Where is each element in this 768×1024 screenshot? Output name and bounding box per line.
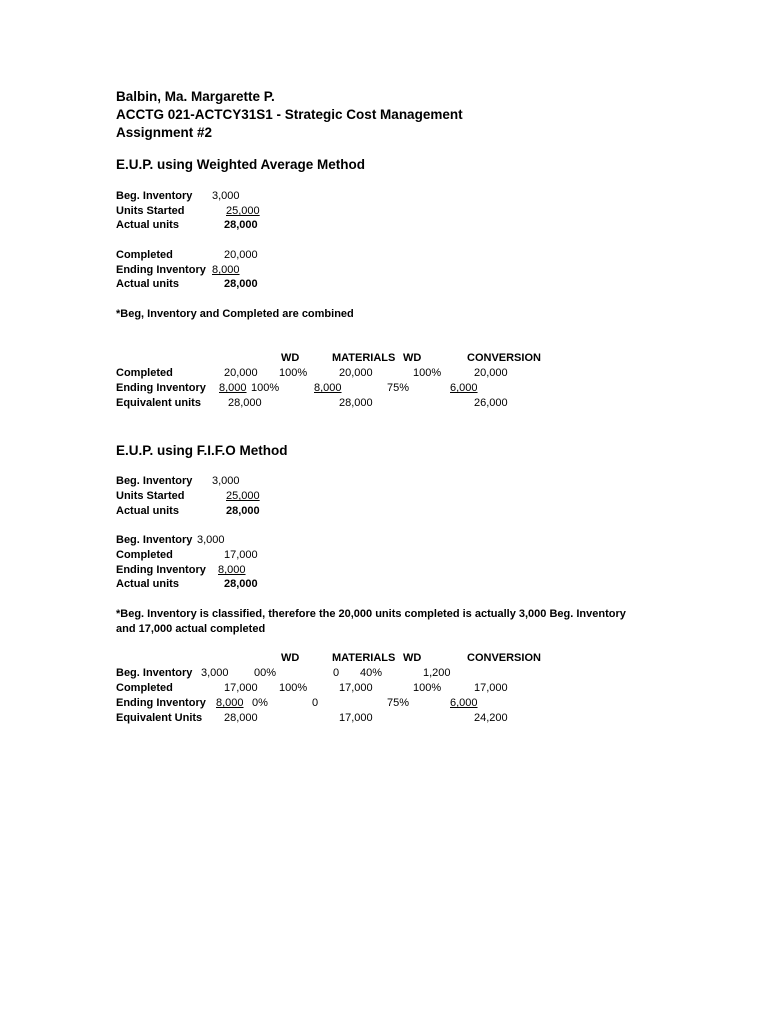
fifo-note-line1: *Beg. Inventory is classified, therefore the 20,000 units completed is actually 3,000 Beg. Inventory — [116, 608, 626, 620]
wa-beg-label: Beg. Inventory — [116, 190, 193, 202]
wa-row-completed-materials: 20,000 — [339, 367, 373, 379]
wa-row-completed-wd2: 100% — [413, 367, 442, 379]
fifo-row-equivalent-units: 28,000 — [224, 712, 258, 724]
fifo-row-ending-conversion: 6,000 — [450, 697, 478, 709]
wa-row-ending-materials: 8,000 — [314, 382, 342, 394]
wa-ending-value: 8,000 — [212, 264, 240, 276]
fifo-row-beg-label: Beg. Inventory — [116, 667, 193, 679]
fifo-row-equivalent-materials: 17,000 — [339, 712, 373, 724]
assignment-title: Assignment #2 — [116, 125, 213, 140]
fifo-section-title: E.U.P. using F.I.F.O Method — [116, 443, 288, 458]
fifo-header-conversion: CONVERSION — [467, 652, 541, 664]
fifo-actual-label: Actual units — [116, 505, 179, 517]
wa-row-equivalent-label: Equivalent units — [116, 397, 201, 409]
wa-row-completed-wd1: 100% — [279, 367, 308, 379]
wa-note: *Beg, Inventory and Completed are combined — [116, 308, 354, 320]
wa-header-wd2: WD — [403, 352, 422, 364]
wa-header-materials: MATERIALS — [332, 352, 396, 364]
fifo-completed-value: 17,000 — [224, 549, 258, 561]
wa-row-ending-wd2: 75% — [387, 382, 410, 394]
wa-row-completed-conversion: 20,000 — [474, 367, 508, 379]
wa-beg-value: 3,000 — [212, 190, 240, 202]
weighted-section-title: E.U.P. using Weighted Average Method — [116, 157, 366, 172]
wa-row-completed-units: 20,000 — [224, 367, 258, 379]
fifo-row-completed-materials: 17,000 — [339, 682, 373, 694]
wa-started-label: Units Started — [116, 205, 185, 217]
course-title: ACCTG 021-ACTCY31S1 - Strategic Cost Management — [116, 107, 463, 122]
fifo-acc-actual-value: 28,000 — [224, 578, 258, 590]
fifo-beg-value: 3,000 — [212, 475, 240, 487]
fifo-row-completed-label: Completed — [116, 682, 173, 694]
fifo-row-completed-units: 17,000 — [224, 682, 258, 694]
fifo-row-equivalent-label: Equivalent Units — [116, 712, 203, 724]
fifo-row-completed-wd1: 100% — [279, 682, 308, 694]
fifo-row-ending-label: Ending Inventory — [116, 697, 206, 709]
fifo-actual-value: 28,000 — [226, 505, 260, 517]
fifo-row-beg-conversion: 1,200 — [423, 667, 451, 679]
fifo-row-ending-materials: 0 — [312, 697, 319, 709]
fifo-row-ending-wd2: 75% — [387, 697, 410, 709]
wa-completed-value: 20,000 — [224, 249, 258, 261]
wa-actual-label: Actual units — [116, 219, 179, 231]
wa-ending-label: Ending Inventory — [116, 264, 206, 276]
fifo-acc-actual-label: Actual units — [116, 578, 179, 590]
fifo-beg-label: Beg. Inventory — [116, 475, 193, 487]
wa-accounted-actual-value: 28,000 — [224, 278, 258, 290]
fifo-completed-label: Completed — [116, 549, 173, 561]
wa-row-equivalent-units: 28,000 — [228, 397, 262, 409]
wa-header-wd1: WD — [281, 352, 300, 364]
student-name: Balbin, Ma. Margarette P. — [116, 89, 275, 104]
wa-row-ending-label: Ending Inventory — [116, 382, 206, 394]
fifo-row-completed-conversion: 17,000 — [474, 682, 508, 694]
wa-header-conversion: CONVERSION — [467, 352, 541, 364]
fifo-header-wd2: WD — [403, 652, 422, 664]
wa-row-equivalent-materials: 28,000 — [339, 397, 373, 409]
fifo-row-ending-units: 8,000 — [216, 697, 244, 709]
fifo-started-label: Units Started — [116, 490, 185, 502]
fifo-note-line2: and 17,000 actual completed — [116, 623, 266, 635]
fifo-row-beg-materials: 0 — [333, 667, 340, 679]
fifo-started-value: 25,000 — [226, 490, 260, 502]
wa-row-ending-conversion: 6,000 — [450, 382, 478, 394]
fifo-ending-value: 8,000 — [218, 564, 246, 576]
fifo-ending-label: Ending Inventory — [116, 564, 206, 576]
wa-completed-label: Completed — [116, 249, 173, 261]
fifo-header-wd1: WD — [281, 652, 300, 664]
fifo-acc-beg-label: Beg. Inventory — [116, 534, 193, 546]
fifo-row-beg-wd1: 00% — [254, 667, 277, 679]
fifo-row-equivalent-conversion: 24,200 — [474, 712, 508, 724]
wa-row-equivalent-conversion: 26,000 — [474, 397, 508, 409]
fifo-row-beg-wd2: 40% — [360, 667, 383, 679]
wa-actual-value: 28,000 — [224, 219, 258, 231]
fifo-row-beg-units: 3,000 — [201, 667, 229, 679]
wa-started-value: 25,000 — [226, 205, 260, 217]
fifo-row-completed-wd2: 100% — [413, 682, 442, 694]
fifo-row-ending-wd1: 0% — [252, 697, 268, 709]
fifo-header-materials: MATERIALS — [332, 652, 396, 664]
wa-row-ending-units: 8,000 — [219, 382, 247, 394]
wa-accounted-actual-label: Actual units — [116, 278, 179, 290]
fifo-acc-beg-value: 3,000 — [197, 534, 225, 546]
wa-row-completed-label: Completed — [116, 367, 173, 379]
wa-row-ending-wd1: 100% — [251, 382, 280, 394]
